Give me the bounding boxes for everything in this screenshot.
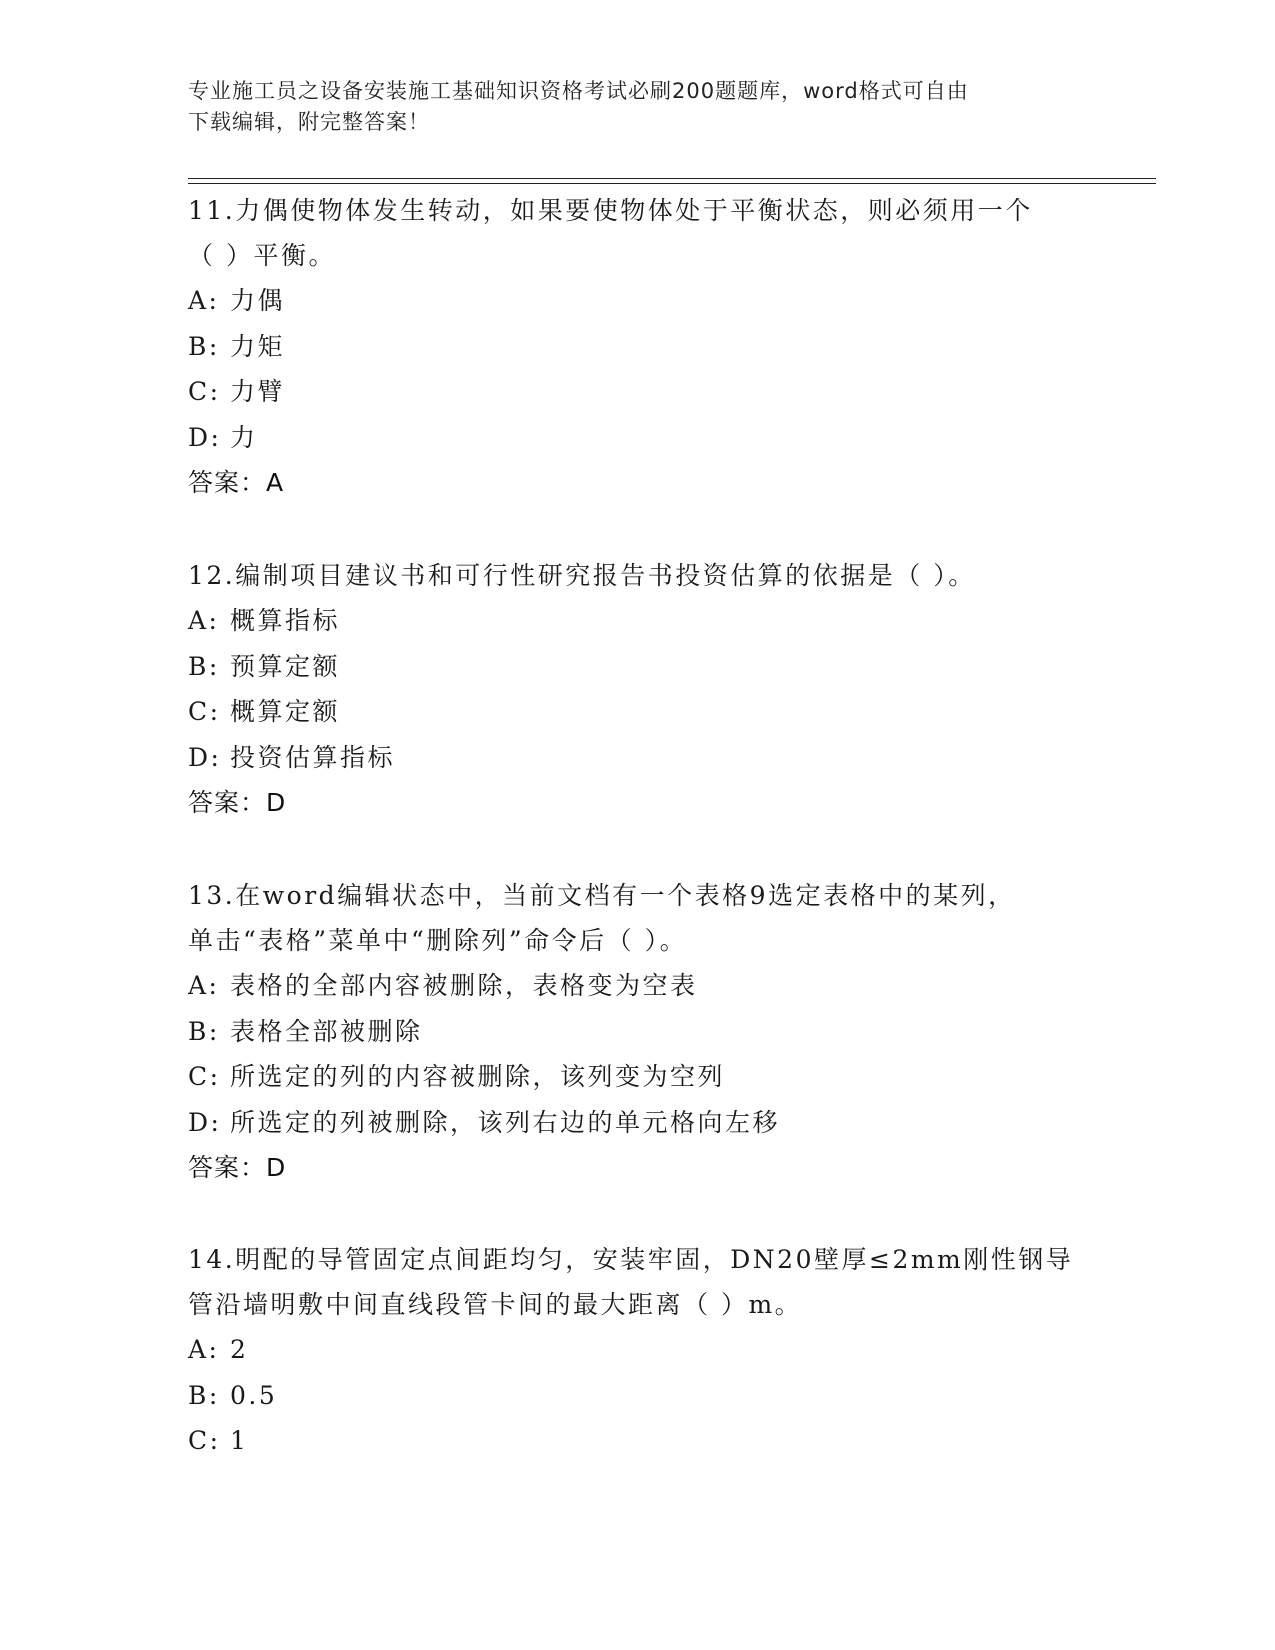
option-key: A: <box>188 606 220 635</box>
option-b <box>188 1009 1088 1055</box>
option-c <box>188 1418 1088 1464</box>
option-text: 力臂 <box>230 377 286 406</box>
option-b <box>188 1373 1088 1419</box>
answer-line: 答案：A <box>188 468 285 497</box>
question-14 <box>188 1237 1088 1464</box>
option-key: C: <box>188 1426 221 1455</box>
option-text: 表格全部被删除 <box>230 1016 423 1046</box>
option-c <box>188 369 1088 415</box>
header-line-2: 下载编辑，附完整答案！ <box>188 110 430 134</box>
question-13 <box>188 873 1088 1190</box>
option-a <box>188 963 1088 1009</box>
question-stem-line: 管沿墙明敷中间直线段管卡间的最大距离（ ）m。 <box>188 1290 803 1319</box>
option-key: A: <box>188 286 220 315</box>
option-key: D: <box>188 742 222 772</box>
question-12 <box>188 553 1088 825</box>
option-text: 0.5 <box>230 1380 278 1410</box>
option-text: 力偶 <box>230 286 286 315</box>
option-b <box>188 324 1088 370</box>
option-a <box>188 278 1088 324</box>
option-key: B: <box>188 1380 220 1410</box>
answer-line: 答案：D <box>188 1153 287 1182</box>
option-d <box>188 1100 1088 1146</box>
option-key: D: <box>188 1107 222 1137</box>
option-key: C: <box>188 1062 221 1091</box>
option-a <box>188 1327 1088 1373</box>
question-stem-line: 11.力偶使物体发生转动，如果要使物体处于平衡状态，则必须用一个 <box>188 196 1033 225</box>
option-text: 投资估算指标 <box>230 742 396 772</box>
document-header <box>188 76 1068 138</box>
option-c <box>188 1054 1088 1100</box>
option-text: 表格的全部内容被删除，表格变为空表 <box>230 971 698 1000</box>
option-text: 所选定的列被删除，该列右边的单元格向左移 <box>230 1107 781 1137</box>
question-stem-line: 13.在word编辑状态中，当前文档有一个表格9选定表格中的某列， <box>188 881 1016 910</box>
option-key: C: <box>188 697 221 726</box>
question-stem-line: 14.明配的导管固定点间距均匀，安装牢固，DN20壁厚≤2mm刚性钢导 <box>188 1245 1074 1274</box>
option-text: 力矩 <box>230 331 286 361</box>
option-text: 概算定额 <box>230 697 341 726</box>
option-key: A: <box>188 971 220 1000</box>
option-text: 力 <box>230 422 258 452</box>
option-b <box>188 644 1088 690</box>
option-c <box>188 689 1088 735</box>
option-a <box>188 598 1088 644</box>
option-key: B: <box>188 651 220 681</box>
option-key: D: <box>188 422 222 452</box>
option-key: A: <box>188 1335 220 1364</box>
header-line-1: 专业施工员之设备安装施工基础知识资格考试必刷200题题库，word格式可自由 <box>188 79 969 103</box>
option-text: 预算定额 <box>230 651 341 681</box>
option-d <box>188 735 1088 781</box>
option-key: B: <box>188 1016 220 1046</box>
option-text: 2 <box>230 1335 249 1364</box>
answer-line: 答案：D <box>188 788 287 817</box>
header-divider-top <box>188 178 1156 179</box>
option-text: 概算指标 <box>230 606 341 635</box>
option-text: 所选定的列的内容被删除，该列变为空列 <box>230 1062 726 1091</box>
header-divider-bottom <box>188 183 1156 184</box>
question-11 <box>188 188 1088 505</box>
question-stem-line: 单击“表格”菜单中“删除列”命令后（ ）。 <box>188 926 688 955</box>
option-d <box>188 415 1088 461</box>
question-stem-line: 12.编制项目建议书和可行性研究报告书投资估算的依据是（ ）。 <box>188 561 976 590</box>
question-stem-line: （ ）平衡。 <box>188 241 336 270</box>
option-key: B: <box>188 331 220 361</box>
option-key: C: <box>188 377 221 406</box>
option-text: 1 <box>230 1426 249 1455</box>
